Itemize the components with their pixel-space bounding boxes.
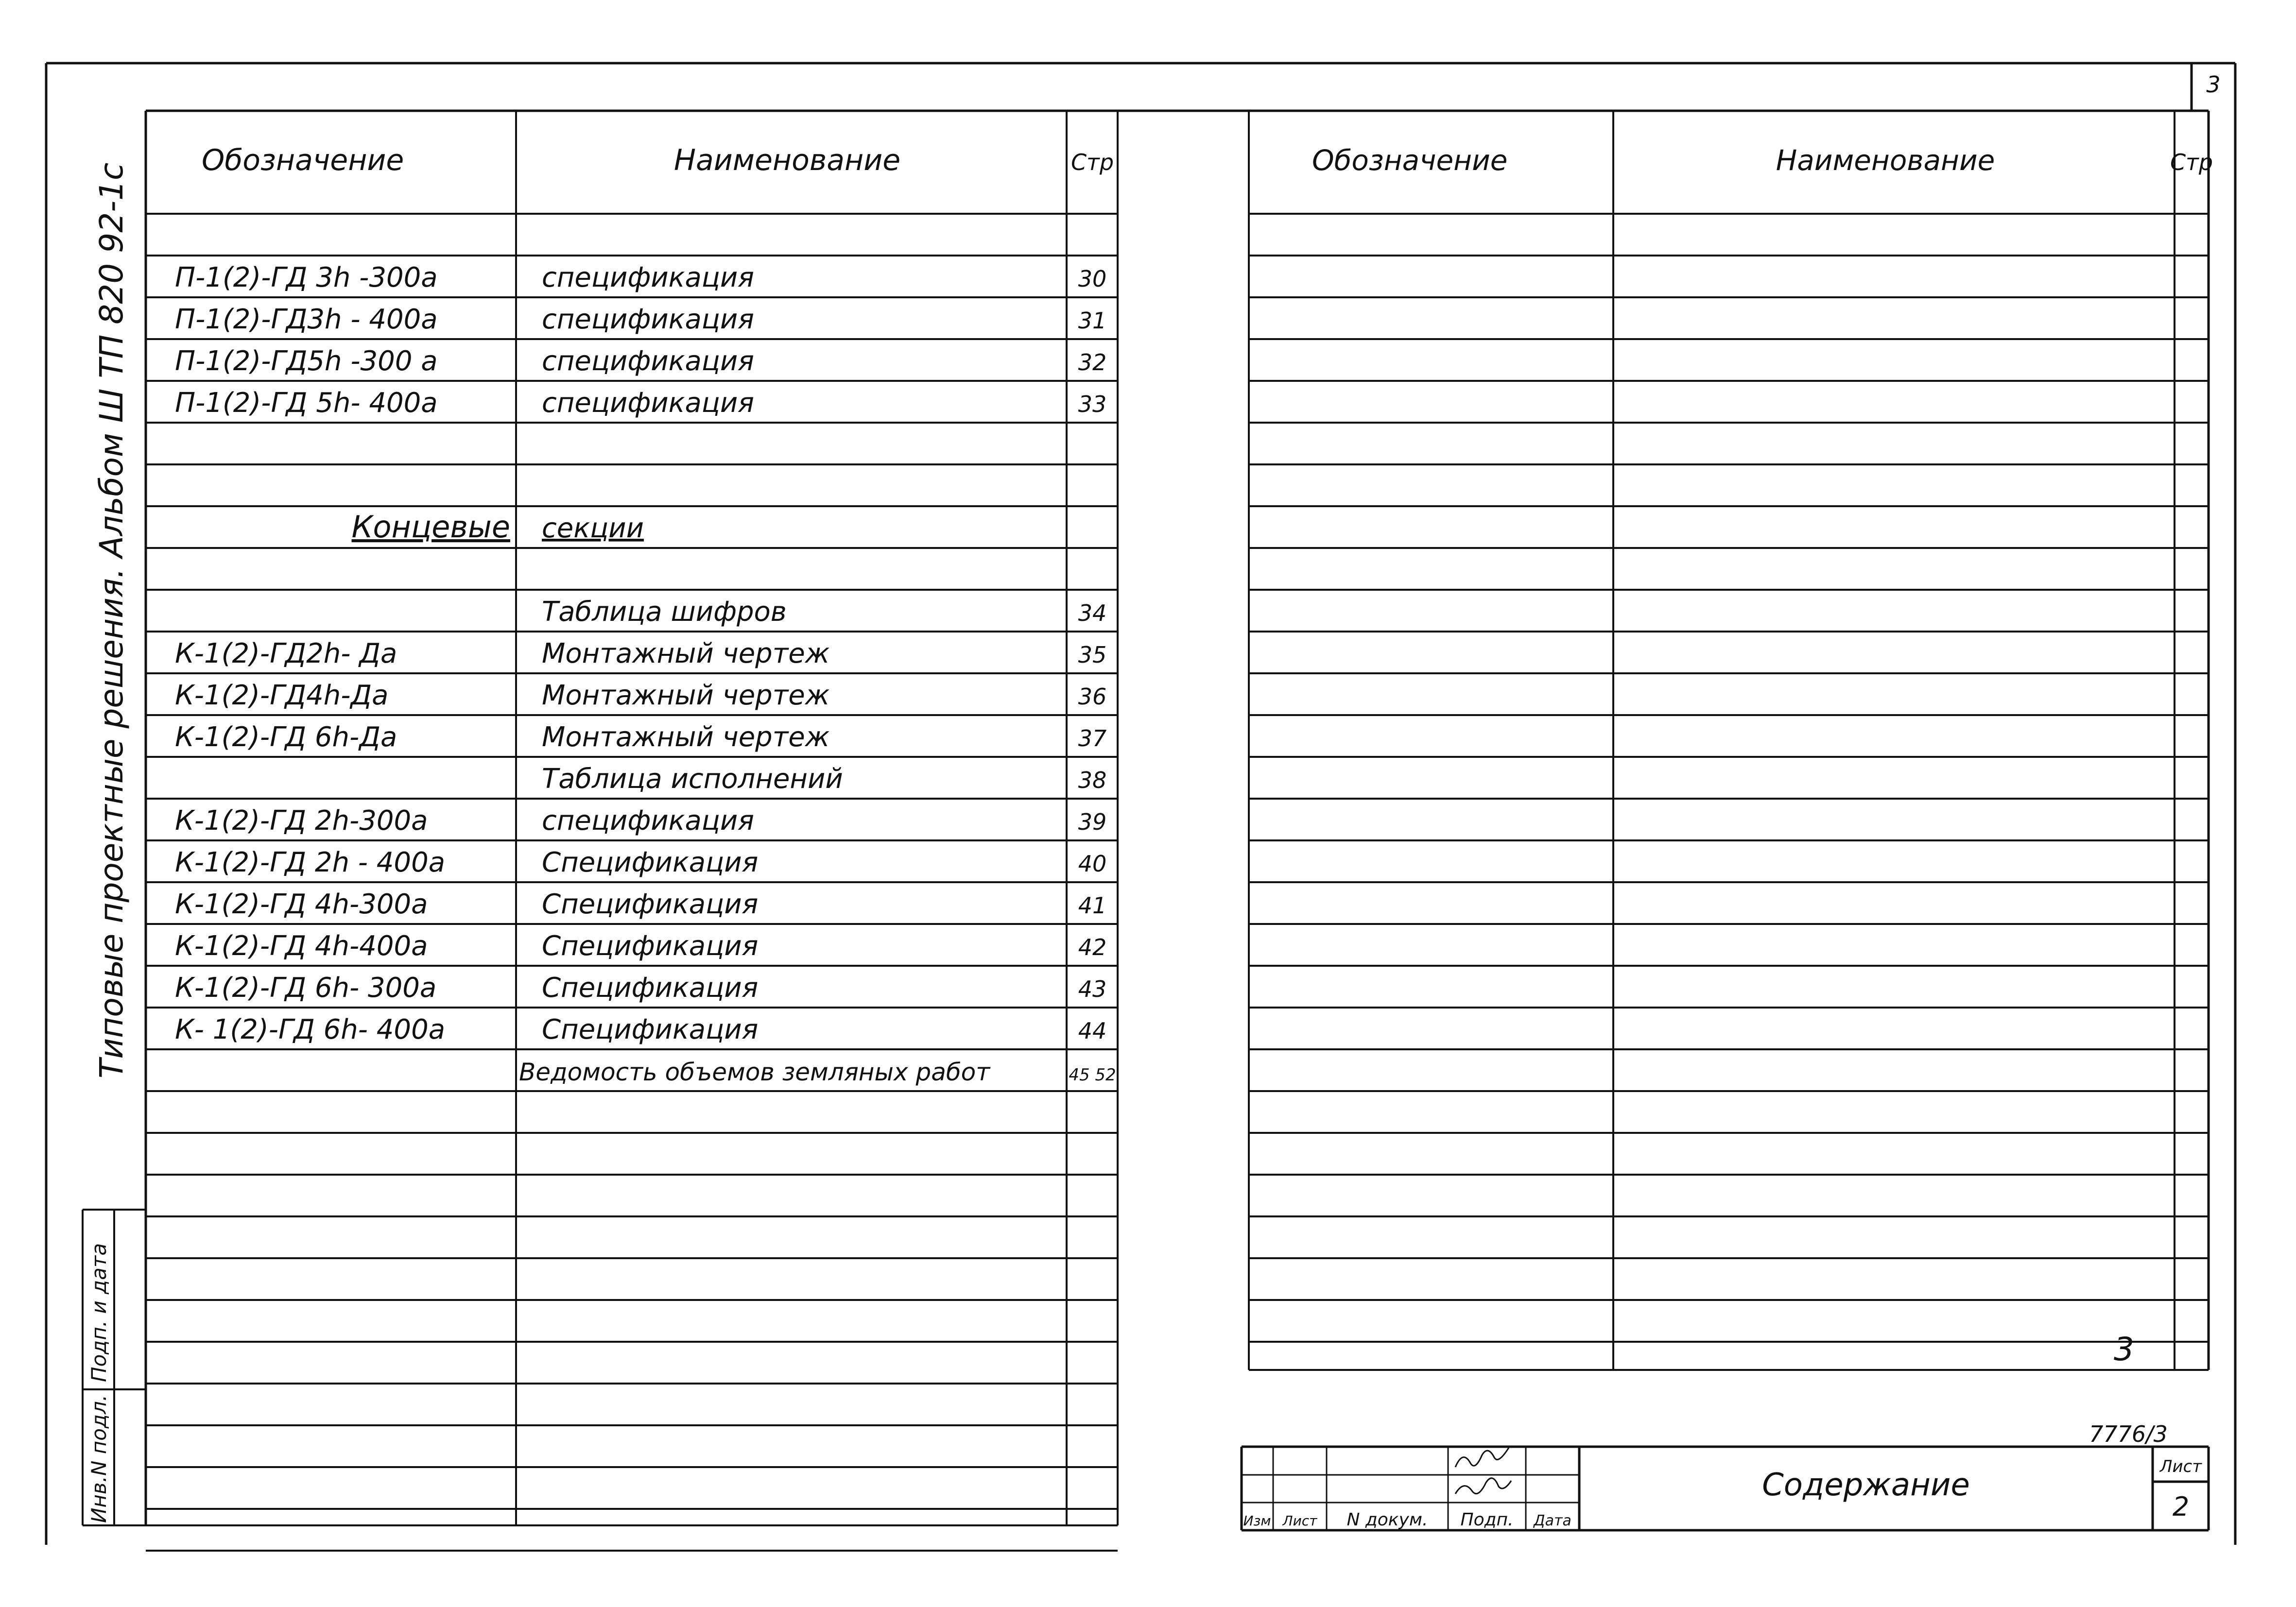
row-name: Спецификация <box>542 889 759 920</box>
row-name: спецификация <box>542 262 754 293</box>
row-name: Спецификация <box>542 930 759 962</box>
row-page: 30 <box>1078 266 1107 292</box>
row-name: Монтажный чертеж <box>542 680 830 711</box>
row-page: 45 52 <box>1069 1065 1116 1085</box>
document-title: Содержание <box>1762 1467 1970 1503</box>
tb-label-date: Дата <box>1534 1512 1571 1529</box>
row-name: Спецификация <box>542 972 759 1004</box>
signature-date-label: Подп. и дата <box>87 1243 111 1382</box>
row-name: спецификация <box>542 345 754 377</box>
left-header-designation: Обозначение <box>202 143 404 177</box>
tb-label-signature: Подп. <box>1460 1510 1514 1530</box>
row-designation: К-1(2)-ГД 2h-300а <box>175 805 428 837</box>
row-designation: К-1(2)-ГД 4h-400а <box>175 930 428 962</box>
left-contents-table <box>146 111 1118 1551</box>
row-page: 41 <box>1078 892 1107 919</box>
row-page: 40 <box>1078 851 1107 877</box>
row-name: Монтажный чертеж <box>542 721 830 753</box>
row-page: 31 <box>1078 308 1107 334</box>
row-designation: К-1(2)-ГД4h-Да <box>175 680 389 711</box>
row-name: спецификация <box>542 304 754 335</box>
handwritten-signature <box>1455 1448 1511 1494</box>
row-page: 34 <box>1078 600 1107 626</box>
row-page: 42 <box>1078 934 1107 960</box>
right-contents-table <box>1249 111 2213 1370</box>
right-table-end-mark: 3 <box>2114 1331 2134 1368</box>
row-designation: П-1(2)-ГД3h - 400а <box>175 304 438 335</box>
side-album-title: Типовые проектные решения. Альбом Ш ТП 820 92-1с <box>93 162 130 1078</box>
row-designation: К-1(2)-ГД 6h-Да <box>175 721 397 753</box>
row-page: 43 <box>1078 976 1107 1002</box>
corner-sheet-mark: 3 <box>2206 71 2221 98</box>
left-header-page: Стр <box>1070 149 1114 175</box>
inv-number-label: Инв.N подл. <box>87 1394 111 1523</box>
row-page: 37 <box>1078 725 1107 752</box>
right-header-name: Наименование <box>1776 144 1995 177</box>
row-page: 38 <box>1078 767 1107 793</box>
row-name: спецификация <box>542 805 754 837</box>
row-name: Таблица шифров <box>542 596 787 628</box>
row-designation: П-1(2)-ГД5h -300 а <box>175 345 438 377</box>
row-page: 33 <box>1078 391 1107 417</box>
row-designation: П-1(2)-ГД 3h -300а <box>175 262 438 293</box>
row-designation: К-1(2)-ГД2h- Да <box>175 638 397 669</box>
sheet-label: Лист <box>2159 1457 2202 1476</box>
row-name: спецификация <box>542 387 754 419</box>
row-page: 32 <box>1078 349 1107 376</box>
document-number: 7776/3 <box>2089 1421 2168 1447</box>
row-name: Спецификация <box>542 847 759 878</box>
right-header-page: Стр <box>2170 149 2213 175</box>
row-name: Таблица исполнений <box>542 763 843 795</box>
row-designation: К- 1(2)-ГД 6h- 400а <box>175 1014 446 1045</box>
row-designation: К-1(2)-ГД 2h - 400а <box>175 847 446 878</box>
sheet-number: 2 <box>2172 1491 2190 1522</box>
row-name: Монтажный чертеж <box>542 638 830 669</box>
right-table-grid <box>1249 111 2209 1370</box>
row-page: 39 <box>1078 809 1107 835</box>
left-header-name: Наименование <box>673 143 901 177</box>
row-designation: К-1(2)-ГД 6h- 300а <box>175 972 437 1004</box>
side-stamp <box>83 1210 146 1525</box>
row-designation: П-1(2)-ГД 5h- 400а <box>175 387 438 419</box>
row-name: Спецификация <box>542 1014 759 1045</box>
row-name: Ведомость объемов земляных работ <box>519 1058 990 1086</box>
row-name: секции <box>542 513 644 544</box>
row-page: 36 <box>1078 684 1107 710</box>
right-header-designation: Обозначение <box>1312 144 1508 177</box>
row-designation: К-1(2)-ГД 4h-300а <box>175 889 428 920</box>
row-designation: Концевые <box>351 509 510 545</box>
tb-label-doc-no: N докум. <box>1347 1510 1428 1530</box>
row-page: 35 <box>1078 642 1107 668</box>
title-block <box>1242 1421 2209 1530</box>
row-page: 44 <box>1078 1018 1107 1044</box>
tb-label-change: Изм <box>1243 1513 1271 1529</box>
tb-label-sheet: Лист <box>1282 1513 1317 1529</box>
